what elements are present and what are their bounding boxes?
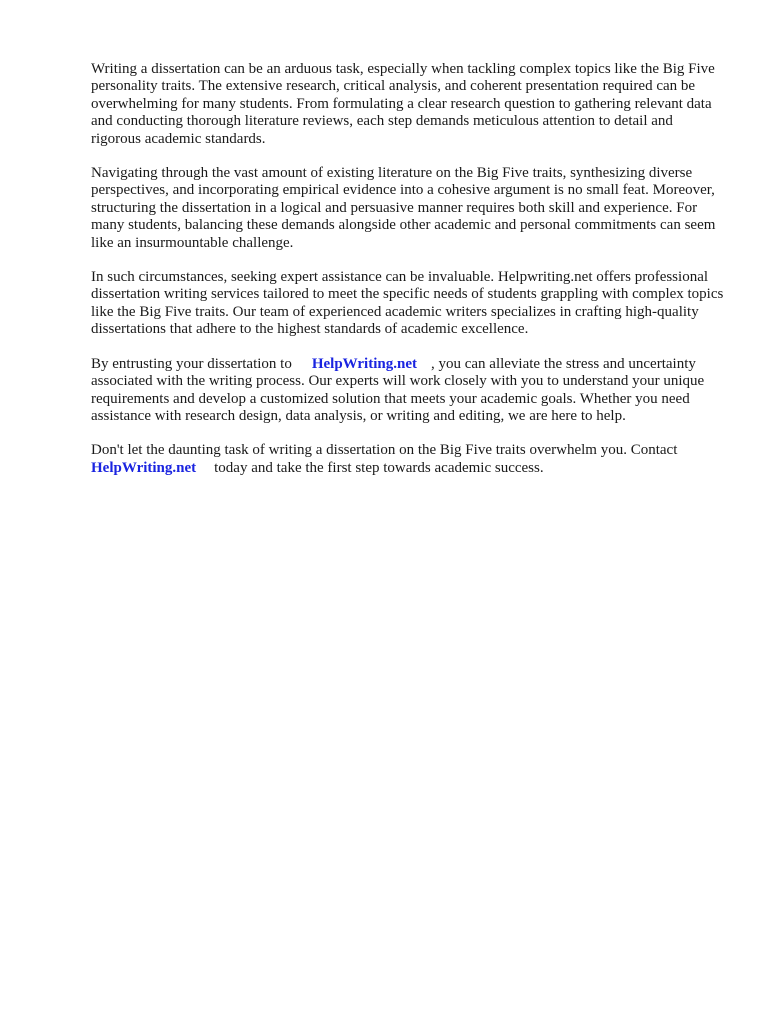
paragraph-intro: Writing a dissertation can be an arduous task, especially when tackling complex topics like the Big Five personality traits. The extensive research, critical analysis, and coherent presentation required can be overwhelming for many students. From formulating a clear research question to gathering relevant data and conducting thorough literature reviews, each step demands meticulous attention to detail and rigorous academic standards. [91, 61, 715, 147]
paragraph-entrusting-rest: , you can alleviate the stress and uncertainty associated with the writing process. Our experts will work closely with you to understand your unique requirements and develop a customized solution that meets your academic goals. Whether you need assistance with research design, data analysis, or writing and editing, we are here to help. [91, 355, 705, 424]
paragraph-contact-rest: today and take the first step towards academic success. [214, 459, 544, 476]
document-body [91, 61, 725, 494]
paragraph-contact [91, 442, 725, 477]
paragraph-entrusting-lead: By entrusting your dissertation to [91, 355, 292, 372]
paragraph-assistance: In such circumstances, seeking expert assistance can be invaluable. Helpwriting.net offers professional dissertation writing services tailored to meet the specific needs of students grappling with complex topics like the Big Five traits. Our team of experienced academic writers specializes in crafting high-quality dissertations that adhere to the highest standards of academic excellence. [91, 269, 724, 338]
helpwriting-link[interactable]: HelpWriting.net [311, 355, 417, 372]
helpwriting-contact-link[interactable]: HelpWriting.net [91, 459, 197, 476]
paragraph-entrusting [91, 356, 725, 426]
paragraph-literature: Navigating through the vast amount of existing literature on the Big Five traits, synthesizing diverse perspectives, and incorporating empirical evidence into a cohesive argument is no small feat. Moreover, structuring the dissertation in a logical and persuasive manner requires both skill and experience. For many students, balancing these demands alongside other academic and personal commitments can seem like an insurmountable challenge. [91, 165, 716, 251]
paragraph-contact-lead: Don't let the daunting task of writing a dissertation on the Big Five traits overwhelm you. Contact [91, 442, 678, 459]
